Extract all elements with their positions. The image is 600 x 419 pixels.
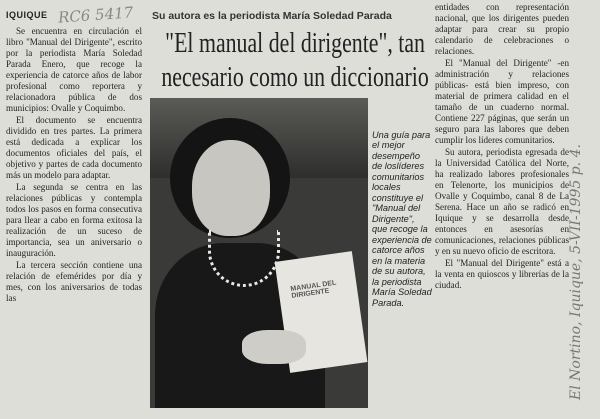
article-column-3 <box>435 2 569 292</box>
paragraph: Se encuentra en circulación el libro "Manual del Dirigente", escrito por la periodista María Soledad Parada Enero, que recoge la experiencia de catorce años de labor profesional como reportera y relacionadora pública de dos municipios: Ovalle y Coquimbo. <box>6 26 142 113</box>
photo-hand <box>242 330 306 364</box>
booklet-cover-text: MANUAL DEL DIRIGENTE <box>290 279 337 300</box>
paragraph: entidades con representación nacional, que los dirigentes pueden adaptar para crear su propio calendario de celebraciones o relaciones. <box>435 2 569 56</box>
paragraph: El "Manual del Dirigente" -en administración y relaciones públicas- está bien impreso, con material de primera calidad en el tamaño de un cuaderno normal. Contiene 227 páginas, que serán un seguro para las labores que deben cumplir los líderes comunitarios. <box>435 58 569 145</box>
handwritten-source-note: El Nortino, Iquique, 5-VII-1995 p. 4. <box>568 144 584 400</box>
paragraph: La tercera sección contiene una relación de efemérides por día y mes, con los aniversarios de todas las <box>6 260 142 303</box>
headline: "El manual del dirigente", tan necesario como un diccionario <box>161 28 429 94</box>
paragraph: La segunda se centra en las relaciones públicas y contempla todos los pasos en forma consecutiva para llear a cabo en forma exitosa la realización de un suceso de importancia, sea un aniversario o inauguración. <box>6 182 142 258</box>
photo-face <box>192 140 270 236</box>
paragraph: El "Manual del Dirigente" está a la venta en quioscos y librerías de la ciudad. <box>435 258 569 290</box>
handwritten-archive-code: RC6 5417 <box>57 3 134 27</box>
paragraph: El documento se encuentra dividido en tres partes. La primera está dedicada a explicar los documentos oficiales del país, el objetivo y partes de cada documento más un modelo para adaptar. <box>6 115 142 180</box>
author-photo <box>150 98 368 408</box>
section-label: IQUIQUE <box>6 10 48 20</box>
kicker: Su autora es la periodista María Soledad Parada <box>152 10 392 22</box>
paragraph: Su autora, periodista egresada de la Universidad Católica del Norte, ha realizado labores profesionales en Telenorte, los municipios de Ovalle y Coquimbo, canal 8 de La Serena. Hace un año se radicó en Iquique y se desarrolla desde entonces en asesorías en comunicaciones, relaciones públicas y en su nuevo oficio de escritora. <box>435 147 569 256</box>
article-column-1 <box>6 26 142 305</box>
photo-caption: Una guía para el mejor desempeño de loslíderes comunitarios locales constituye el "Manual del Dirigente", que recoge la experiencia de catorce años en la materia de su autora, la periodista María Soledad Parada. <box>372 130 432 308</box>
